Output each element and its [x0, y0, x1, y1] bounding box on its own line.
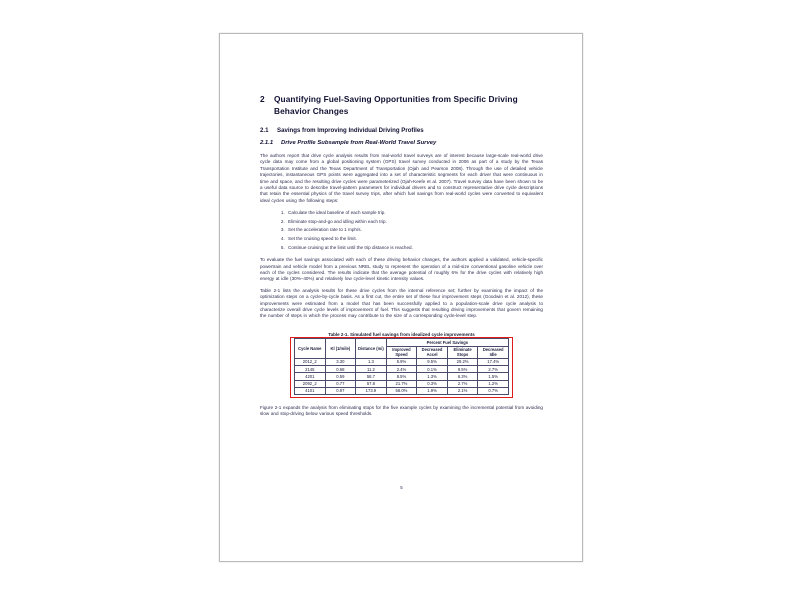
closing-paragraph: Figure 2-1 expands the analysis from eliminating stops for the five example cycles by examining the incremental potential from avoiding slow and stop-driving below various speed thresholds. — [260, 405, 543, 417]
cell-improved-speed: 21.7% — [386, 380, 417, 387]
table-row — [295, 366, 509, 373]
cell-cycle-name: 2092_2 — [295, 380, 326, 387]
cell-improved-speed: 5.9% — [386, 358, 417, 365]
cell-distance: 11.2 — [356, 366, 387, 373]
cell-cycle-name: 4101 — [295, 387, 326, 394]
cell-eliminate-stops: 29.2% — [447, 358, 478, 365]
cell-decreased-idle: 1.5% — [478, 373, 509, 380]
table-row — [295, 387, 509, 394]
cell-ki: 0.68 — [325, 366, 356, 373]
cell-decreased-idle: 0.7% — [478, 387, 509, 394]
cell-decreased-idle: 17.4% — [478, 358, 509, 365]
page-content — [260, 94, 543, 514]
body-paragraph-2: To evaluate the fuel savings associated with each of these driving behavior changes, the authors applied a validated, vehicle-specific powertrain and vehicle model from a previous NREL study to represent the operation of a mid-size conventional gasoline vehicle over each of the cycles considered. The results indicate that the average potential of roughly 6% for the drive cycles with relatively high energy at idle (30%–40%) and relatively low cycle-level kinetic intensity values. — [260, 257, 543, 282]
cell-distance: 57.8 — [356, 380, 387, 387]
list-item: 5. Continue cruising at the limit until the trip distance is reached. — [286, 244, 543, 253]
cell-improved-speed: 2.4% — [386, 366, 417, 373]
subsection-number: 2.1 — [260, 127, 269, 134]
col-header-ki: Kl (1/mile) — [325, 339, 356, 359]
col-group-header-percent-fuel-savings: Percent Fuel Savings — [386, 339, 508, 346]
section-heading — [260, 94, 543, 117]
cell-cycle-name: 2145 — [295, 366, 326, 373]
col-header-eliminate-stops: Eliminate Stops — [447, 346, 478, 358]
steps-list — [260, 209, 543, 252]
fuel-savings-table-block — [294, 332, 509, 395]
cell-distance: 173.9 — [356, 387, 387, 394]
section-number: 2 — [260, 94, 265, 104]
subsection-heading — [260, 126, 543, 135]
subsubsection-title: Drive Profile Subsample from Real-World Travel Survey — [281, 140, 437, 146]
col-header-distance: Distance (mi) — [356, 339, 387, 359]
cell-improved-speed: 8.5% — [386, 373, 417, 380]
page-number: 5 — [400, 485, 403, 490]
table-section — [260, 332, 543, 395]
page-sheet — [219, 33, 583, 562]
cell-distance: 58.7 — [356, 373, 387, 380]
cell-cycle-name: 4201 — [295, 373, 326, 380]
subsection-title: Savings from Improving Individual Driving Profiles — [277, 127, 424, 134]
cell-improved-speed: 58.0% — [386, 387, 417, 394]
cell-decreased-accel: 0.3% — [417, 380, 448, 387]
cell-decreased-accel: 0.1% — [417, 366, 448, 373]
cell-decreased-idle: 1.2% — [478, 380, 509, 387]
col-header-cycle-name: Cycle Name — [295, 339, 326, 359]
cell-distance: 1.3 — [356, 358, 387, 365]
cell-cycle-name: 2012_2 — [295, 358, 326, 365]
col-header-decreased-idle: Decreased Idle — [478, 346, 509, 358]
cell-ki: 3.30 — [325, 358, 356, 365]
cell-ki: 0.77 — [325, 380, 356, 387]
table-row — [295, 358, 509, 365]
cell-eliminate-stops: 6.3% — [447, 373, 478, 380]
col-header-improved-speed: Improved Speed — [386, 346, 417, 358]
table-row — [295, 380, 509, 387]
list-item: 3. Set the acceleration rate to 1 mph/s. — [286, 226, 543, 235]
cell-decreased-accel: 1.9% — [417, 387, 448, 394]
body-paragraph-3: Table 2-1 lists the analysis results for these drive cycles from the internal reference set; further by examining the impact of the optimization steps on a cycle-by-cycle basis. As a first cut, the entire set of these four improvement steps (Goodwin et al. 2012), these improvements were estimated from a model that has been successfully applied to a population-scale drive cycle analysis to characterize overall drive cycle levels of improvement of fuel. This suggests that resulting driving improvements that govern remaining the number of steps in which the process may contribute to the size of a corresponding cycle-level step. — [260, 287, 543, 319]
cell-eliminate-stops: 9.5% — [447, 366, 478, 373]
cell-eliminate-stops: 2.7% — [447, 380, 478, 387]
table-caption: Table 2-1. Simulated fuel savings from idealized cycle improvements — [328, 331, 475, 337]
list-item: 1. Calculate the ideal baseline of each sample trip. — [286, 209, 543, 218]
table-header-group-row — [295, 339, 509, 346]
body-paragraph-1: The authors report that drive cycle analysis results from real-world travel surveys are of interest because large-scale real-world drive cycle data may come from a global positioning system (GPS) travel survey conducted in 2006 as part of a study by the Texas Transportation Institute and the Texas Department of Transportation (Ojah and Pearson 2008). Through the use of detailed vehicle trajectories, instantaneous GPS points were aggregated into a set of characteristic segments for each driver that were continuous in time and space, and the resulting drive cycles were parameterized (Ojah-Keefe et al. 2007). Travel survey data have been shown to be a useful data source to describe travel-pattern parameters for individual drivers and to construct representative drive cycle descriptions that retain the essential physics of the travel survey trips, after which fuel savings from real-world cycles were converted to equivalent ideal cycles using the following steps: — [260, 153, 543, 203]
cell-ki: 0.59 — [325, 373, 356, 380]
cell-ki: 0.97 — [325, 387, 356, 394]
fuel-savings-table — [294, 338, 509, 395]
table-row — [295, 373, 509, 380]
cell-decreased-idle: 2.7% — [478, 366, 509, 373]
list-item: 2. Eliminate stop-and-go and idling within each trip. — [286, 218, 543, 227]
cell-decreased-accel: 9.5% — [417, 358, 448, 365]
subsubsection-number: 2.1.1 — [260, 140, 274, 146]
cell-decreased-accel: 1.3% — [417, 373, 448, 380]
cell-eliminate-stops: 2.1% — [447, 387, 478, 394]
col-header-decreased-accel: Decreased Accel — [417, 346, 448, 358]
section-title: Quantifying Fuel-Saving Opportunities from Specific Driving Behavior Changes — [274, 94, 518, 116]
list-item: 4. Set the cruising speed to the limit. — [286, 235, 543, 244]
subsubsection-heading — [260, 139, 543, 148]
